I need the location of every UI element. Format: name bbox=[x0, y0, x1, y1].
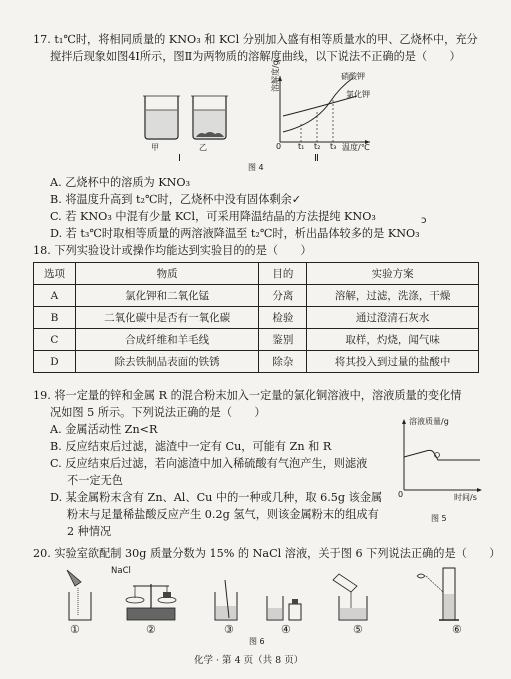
header-plan: 实验方案 bbox=[307, 263, 479, 285]
step2-nacl-label: NaCl bbox=[111, 566, 131, 576]
q19-option-d-line2: 粉末与足量稀盐酸反应产生 0.2g 氢气，则该金属粉末的组成有 bbox=[67, 508, 379, 521]
handwritten-mark-d: ɔ bbox=[421, 215, 427, 226]
q20-stem: 20. 实验室欲配制 30g 质量分数为 15% 的 NaCl 溶液，关于图 6 下列说法正确的是（ ） bbox=[33, 547, 501, 560]
step6-cylinder-reading-icon bbox=[417, 568, 459, 620]
page-footer: 化学 · 第 4 页（共 8 页） bbox=[194, 655, 304, 666]
q17-stem-line1: 17. t₁℃时，将相同质量的 KNO₃ 和 KCl 分别加入盛有相等质量水的甲、乙烧杯中，充分 bbox=[33, 33, 478, 46]
table-cell: 分离 bbox=[259, 285, 307, 307]
q19-stem-line2: 况如图 5 所示。下列说法正确的是（ ） bbox=[50, 406, 266, 419]
q17-option-a: A. 乙烧杯中的溶质为 KNO₃ bbox=[50, 176, 191, 189]
beaker-jia-label: 甲 bbox=[151, 143, 159, 152]
table-cell: 二氧化碳中是否有一氧化碳 bbox=[75, 307, 259, 329]
table-cell: 除去铁制品表面的铁锈 bbox=[75, 351, 259, 373]
table-row bbox=[34, 329, 479, 351]
q19-option-a: A. 金属活动性 Zn<R bbox=[50, 423, 158, 436]
chart4-tick-t1: t₁ bbox=[298, 142, 305, 151]
q19-option-c-line2: 不一定无色 bbox=[67, 474, 123, 487]
table-cell: C bbox=[34, 329, 76, 351]
table-cell: 取样，灼烧，闻气味 bbox=[307, 329, 479, 351]
step4-bottle-icon bbox=[267, 596, 301, 620]
q19-option-b: B. 反应结束后过滤，滤渣中一定有 Cu，可能有 Zn 和 R bbox=[50, 440, 332, 453]
table-cell: D bbox=[34, 351, 76, 373]
chart4-tick-t3: t₃ bbox=[330, 142, 337, 151]
step-number-4: ④ bbox=[281, 623, 292, 636]
step5-transfer-icon bbox=[333, 574, 367, 620]
step-number-1: ① bbox=[70, 623, 81, 636]
table-cell: 将其投入到过量的盐酸中 bbox=[307, 351, 479, 373]
chart4-x-axis-label: 温度/℃ bbox=[342, 143, 370, 152]
figure4-caption: 图 4 bbox=[248, 163, 264, 172]
figure4-solubility-chart bbox=[265, 72, 375, 152]
table-row bbox=[34, 351, 479, 373]
q17-option-d: D. 若 t₃℃时取相等质量的两溶液降温至 t₂℃时，析出晶体较多的是 KNO₃ bbox=[50, 227, 420, 240]
step3-stirring-icon bbox=[215, 580, 237, 620]
table-row bbox=[34, 307, 479, 329]
step2-balance-icon bbox=[126, 584, 176, 620]
q19-option-d-line1: D. 某金属粉末含有 Zn、Al、Cu 中的一种或几种，取 6.5g 该金属 bbox=[50, 491, 383, 504]
q19-option-c-line1: C. 反应结束后过滤，若向滤渣中加入稀硫酸有气泡产生，则滤液 bbox=[50, 457, 368, 470]
table-cell: 除杂 bbox=[259, 351, 307, 373]
handwritten-check-mark: ✓ bbox=[291, 193, 302, 206]
table-cell: 氯化钾和二氧化锰 bbox=[75, 285, 259, 307]
table-cell: 通过澄清石灰水 bbox=[307, 307, 479, 329]
q17-option-b: B. 将温度升高到 t₂℃时，乙烧杯中没有固体剩余✓ bbox=[50, 193, 302, 206]
step-number-5: ⑤ bbox=[353, 623, 364, 636]
table-cell: 合成纤维和羊毛线 bbox=[75, 329, 259, 351]
chart4-tick-t2: t₂ bbox=[314, 142, 321, 151]
table-cell: B bbox=[34, 307, 76, 329]
figure5-caption: 图 5 bbox=[431, 514, 447, 523]
table-cell: 鉴别 bbox=[259, 329, 307, 351]
table-cell: A bbox=[34, 285, 76, 307]
step1-pouring-icon bbox=[67, 570, 91, 620]
table-header-row bbox=[34, 263, 479, 285]
q18-experiment-table bbox=[33, 262, 479, 373]
q19-option-d-line3: 2 种情况 bbox=[67, 525, 112, 538]
q18-stem: 18. 下列实验设计或操作均能达到实验目的的是（ ） bbox=[33, 244, 312, 257]
q17-stem-line2: 搅拌后现象如图4Ⅰ所示，图Ⅱ为两物质的溶解度曲线，以下说法不正确的是（ ） bbox=[50, 50, 461, 63]
chart5-y-axis-label: 溶液质量/g bbox=[409, 417, 449, 426]
header-substance: 物质 bbox=[75, 263, 259, 285]
table-row bbox=[34, 285, 479, 307]
table-cell: 检验 bbox=[259, 307, 307, 329]
header-purpose: 目的 bbox=[259, 263, 307, 285]
chart4-tick-0: 0 bbox=[276, 142, 282, 151]
table-cell: 溶解，过滤，洗涤，干燥 bbox=[307, 285, 479, 307]
figure-part-II-label: Ⅱ bbox=[314, 153, 319, 164]
step-number-6: ⑥ bbox=[452, 623, 463, 636]
header-option: 选项 bbox=[34, 263, 76, 285]
figure-part-I-label: Ⅰ bbox=[178, 153, 181, 164]
figure4-beakers bbox=[130, 86, 240, 166]
beaker-yi-label: 乙 bbox=[199, 143, 207, 152]
figure5-mass-time-chart bbox=[396, 415, 484, 495]
chart5-origin-label: 0 bbox=[398, 490, 404, 499]
q17-option-c: C. 若 KNO₃ 中混有少量 KCl，可采用降温结晶的方法提纯 KNO₃ bbox=[50, 210, 376, 223]
figure6-caption: 图 6 bbox=[249, 637, 265, 646]
step-number-2: ② bbox=[146, 623, 157, 636]
chart5-x-axis-label: 时间/s bbox=[454, 493, 477, 502]
q19-stem-line1: 19. 将一定量的锌和金属 R 的混合粉末加入一定量的氯化铜溶液中，溶液质量的变化情 bbox=[33, 389, 462, 402]
chart4-y-axis-label: 溶解度/g bbox=[271, 60, 280, 92]
step-number-3: ③ bbox=[224, 623, 235, 636]
chart4-kcl-label: 氯化钾 bbox=[346, 90, 370, 99]
chart4-kno3-label: 硝酸钾 bbox=[341, 72, 365, 81]
